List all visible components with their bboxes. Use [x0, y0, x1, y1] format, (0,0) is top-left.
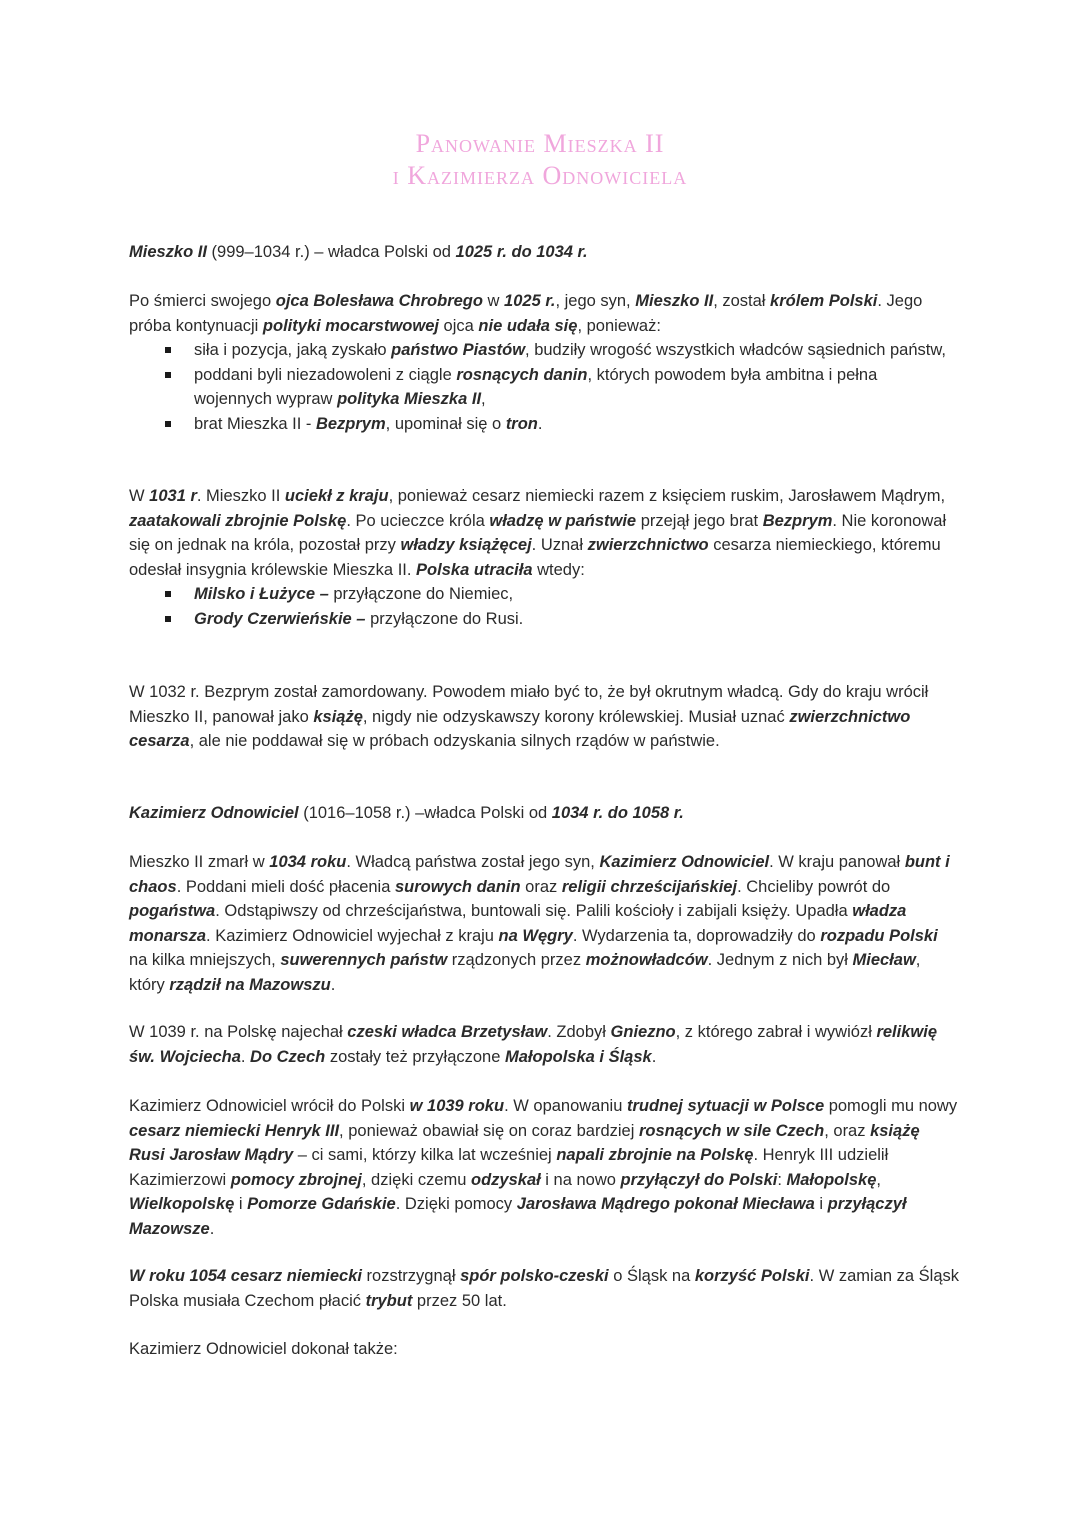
list-item: brat Mieszka II - Bezprym, upominał się o tron. — [129, 412, 959, 437]
title-line-2: i Kazimierza Odnowiciela — [392, 161, 688, 190]
section-header-mieszko: Mieszko II (999–1034 r.) – władca Polski od 1025 r. do 1034 r. — [129, 243, 588, 261]
paragraph-return: Kazimierz Odnowiciel wrócił do Polski w 1039 roku. W opanowaniu trudnej sytuacji w Polsce pomogli mu nowy cesarz niemiecki Henryk III, ponieważ obawiał się on coraz bardziej rosnących w sile Czech, oraz książę Rusi Jarosław Mądry – ci sami, którzy kilka lat wcześniej napali zbrojnie na Polskę. Henryk III udzielił Kazimierzowi pomocy zbrojnej, dzięki czemu odzyskał i na nowo przyłączył do Polski: Małopolskę, Wielkopolskę i Pomorze Gdańskie. Dzięki pomocy Jarosława Mądrego pokonał Miecława i przyłączył Mazowsze. — [129, 1097, 958, 1238]
paragraph-1032: W 1032 r. Bezprym został zamordowany. Powodem miało być to, że był okrutnym władcą. Gdy do kraju wrócił Mieszko II, panował jako książę, nigdy nie odzyskawszy korony królewskiej. Musiał uznać zwierzchnictwo cesarza, ale nie poddawał się w próbach odzyskania silnych rządów w państwie. — [129, 683, 929, 750]
paragraph-1054: W roku 1054 cesarz niemiecki rozstrzygnął spór polsko-czeski o Śląsk na korzyść Polski. W zamian za Śląsk Polska musiała Czechom płacić trybut przez 50 lat. — [129, 1267, 959, 1310]
list-item: poddani byli niezadowoleni z ciągle rosnących danin, których powodem była ambitna i pełna wojennych wypraw polityka Mieszka II, — [129, 363, 959, 412]
list-item: Grody Czerwieńskie – przyłączone do Rusi. — [129, 607, 959, 632]
lost-lands-list — [129, 582, 959, 631]
section-header-kazimierz: Kazimierz Odnowiciel (1016–1058 r.) –władca Polski od 1034 r. do 1058 r. — [129, 804, 684, 822]
paragraph-1034: Mieszko II zmarł w 1034 roku. Władcą państwa został jego syn, Kazimierz Odnowiciel. W kraju panował bunt i chaos. Poddani mieli dość płacenia surowych danin oraz religii chrześcijańskiej. Chcieliby powrót do pogaństwa. Odstąpiwszy od chrześcijaństwa, buntowali się. Palili kościoły i zabijali księży. Upadła władza monarsza. Kazimierz Odnowiciel wyjechał z kraju na Węgry. Wydarzenia ta, doprowadziły do rozpadu Polski na kilka mniejszych, suwerennych państw rządzonych przez możnowładców. Jednym z nich był Miecław, który rządził na Mazowszu. — [129, 853, 950, 994]
paragraph-also: Kazimierz Odnowiciel dokonał także: — [129, 1340, 398, 1358]
paragraph-mieszko-intro: Po śmierci swojego ojca Bolesława Chrobrego w 1025 r., jego syn, Mieszko II, został królem Polski. Jego próba kontynuacji polityki mocarstwowej ojca nie udała się, ponieważ: siła i pozycja, jaką zyskało państwo Piastów, budziły wrogość wszystkich władców sąsiednich państw, poddani byli niezadowoleni z ciągle rosnących danin, których powodem była ambitna i pełna wojennych wypraw polityka Mieszka II, brat Mieszka II - Bezprym, upominał się o tron. — [129, 289, 959, 436]
reasons-list — [129, 338, 959, 436]
page-title — [0, 128, 1080, 192]
paragraph-1039-brzetyslaw: W 1039 r. na Polskę najechał czeski władca Brzetysław. Zdobył Gniezno, z którego zabrał i wywiózł relikwię św. Wojciecha. Do Czech zostały też przyłączone Małopolska i Śląsk. — [129, 1023, 937, 1066]
paragraph-1031: W 1031 r. Mieszko II uciekł z kraju, ponieważ cesarz niemiecki razem z księciem ruskim, Jarosławem Mądrym, zaatakowali zbrojnie Polskę. Po ucieczce króla władzę w państwie przejął jego brat Bezprym. Nie koronował się on jednak na króla, pozostał przy władzy książęcej. Uznał zwierzchnictwo cesarza niemieckiego, któremu odesłał insygnia królewskie Mieszka II. Polska utraciła wtedy: Milsko i Łużyce – przyłączone do Niemiec, Grody Czerwieńskie – przyłączone do Rusi. — [129, 484, 959, 631]
list-item: siła i pozycja, jaką zyskało państwo Piastów, budziły wrogość wszystkich władców sąsiednich państw, — [129, 338, 959, 363]
list-item: Milsko i Łużyce – przyłączone do Niemiec, — [129, 582, 959, 607]
title-line-1: Panowanie Mieszka II — [415, 129, 665, 158]
